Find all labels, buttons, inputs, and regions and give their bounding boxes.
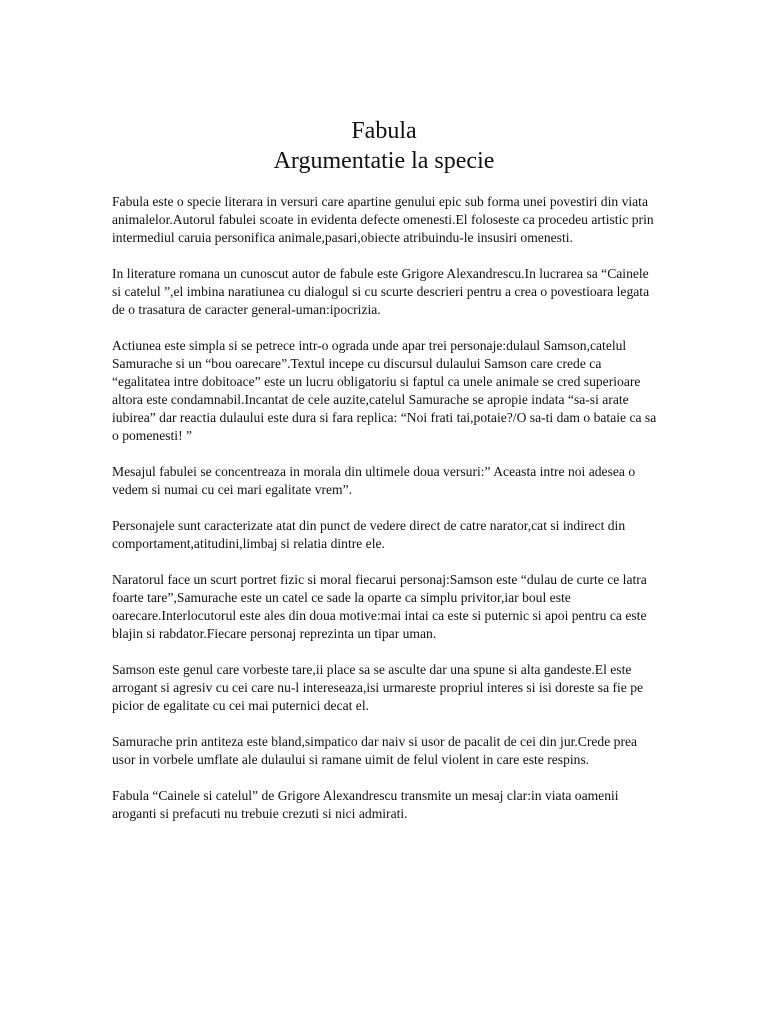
paragraph-1: Fabula este o specie literara in versuri care apartine genului epic sub forma unei povestiri din viata animalelor.Autorul fabulei scoate in evidenta defecte omenesti.El foloseste ca procedeu artistic prin intermediul caruia personifica animale,pasari,obiecte atribuindu-le insusiri omenesti. (112, 194, 654, 245)
paragraph-5: Personajele sunt caracterizate atat din punct de vedere direct de catre narator,cat si indirect din comportament,atitudini,limbaj si relatia dintre ele. (112, 518, 626, 551)
paragraph-4: Mesajul fabulei se concentreaza in morala din ultimele doua versuri:” Aceasta intre noi adesea o vedem si numai cu cei mari egalitate vrem”. (112, 464, 636, 497)
title-block (0, 116, 768, 176)
body-text (112, 193, 657, 841)
paragraph-3: Actiunea este simpla si se petrece intr-o ograda unde apar trei personaje:dulaul Samson,catelul Samurache si un “bou oarecare”.Textul incepe cu discursul dulaului Samson care crede ca “egalitatea intre dobitoace” este un lucru obligatoriu si faptul ca unele animale se cred superioare altora este condamnabil.Incantat de cele auzite,catelul Samurache se apropie indata “sa-si arate iubirea” dar reactia dulaului este dura si fara replica: “Noi frati tai,potaie?/O sa-ti dam o bataie ca sa o pomenesti! ” (112, 338, 657, 443)
document-title: Fabula (351, 118, 417, 144)
paragraph-8: Samurache prin antiteza este bland,simpatico dar naiv si usor de pacalit de cei din jur.Crede prea usor in vorbele umflate ale dulaului si ramane uimit de felul violent in care este respins. (112, 734, 638, 767)
document-subtitle: Argumentatie la specie (273, 148, 495, 174)
paragraph-2: In literature romana un cunoscut autor de fabule este Grigore Alexandrescu.In lucrarea sa “Cainele si catelul ”,el imbina naratiunea cu dialogul si cu scurte descrieri pentru a crea o povestioara legata de o trasatura de caracter general-uman:ipocrizia. (112, 266, 650, 317)
paragraph-7: Samson este genul care vorbeste tare,ii place sa se asculte dar una spune si alta gandeste.El este arrogant si agresiv cu cei care nu-l intereseaza,isi urmareste propriul interes si isi doreste sa fie pe picior de egalitate cu cei mai puternici decat el. (112, 662, 644, 713)
paragraph-6: Naratorul face un scurt portret fizic si moral fiecarui personaj:Samson este “dulau de curte ce latra foarte tare”,Samurache este un catel ce sade la oparte ca simplu privitor,iar boul este oarecare.Interlocutorul este ales din doua motive:mai intai ca este si puternic si apoi pentru ca este blajin si rabdator.Fiecare personaj reprezinta un tipar uman. (112, 572, 647, 641)
paragraph-9: Fabula “Cainele si catelul” de Grigore Alexandrescu transmite un mesaj clar:in viata oamenii aroganti si prefacuti nu trebuie crezuti si nici admirati. (112, 788, 619, 821)
